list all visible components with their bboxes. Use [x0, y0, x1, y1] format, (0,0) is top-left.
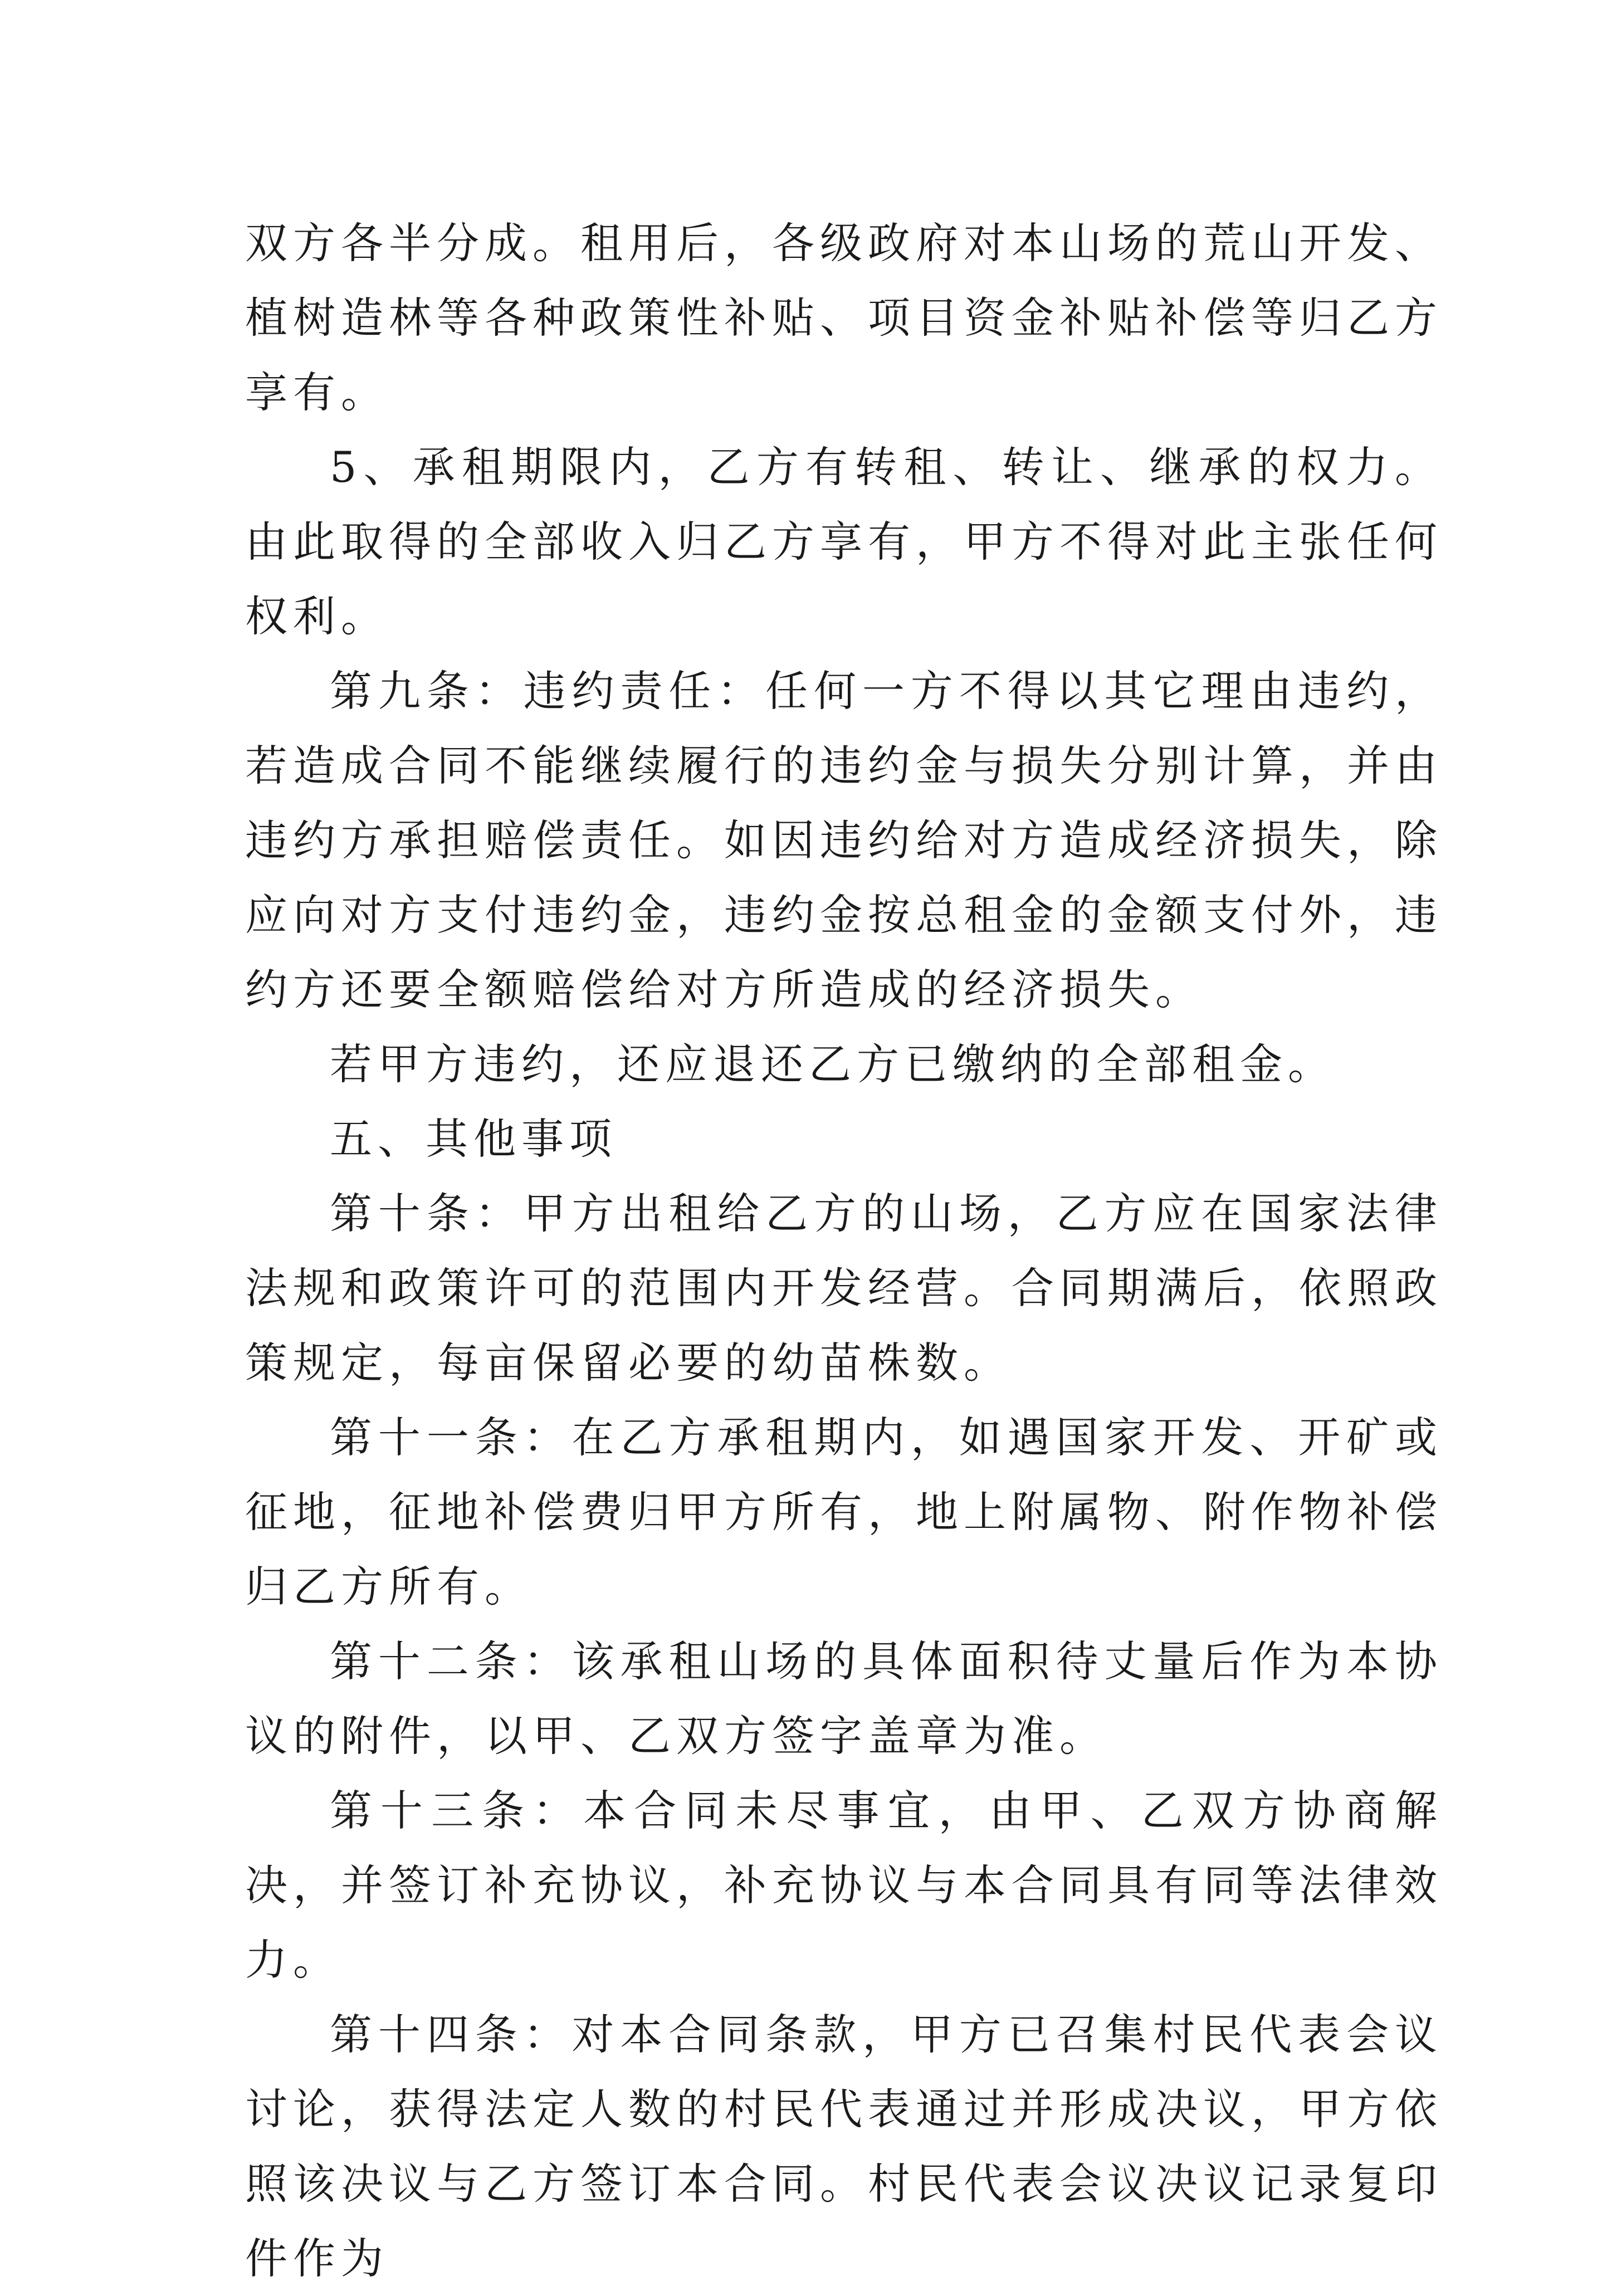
paragraph-1: 双方各半分成。租用后，各级政府对本山场的荒山开发、植树造林等各种政策性补贴、项目资金补贴补偿等归乙方享有。	[245, 218, 1443, 417]
paragraph-10: 第十四条：对本合同条款，甲方已召集村民代表会议讨论，获得法定人数的村民代表通过并形成决议，甲方依照该决议与乙方签订本合同。村民代表会议决议记录复印件作为	[245, 2010, 1443, 2283]
document-body	[245, 206, 1443, 2296]
paragraph-7: 第十一条：在乙方承租期内，如遇国家开发、开矿或征地，征地补偿费归甲方所有，地上附属物、附作物补偿归乙方所有。	[245, 1413, 1443, 1611]
paragraph-4: 若甲方违约，还应退还乙方已缴纳的全部租金。	[330, 1039, 1336, 1089]
paragraph-2: 5、承租期限内，乙方有转租、转让、继承的权力。由此取得的全部收入归乙方享有，甲方不得对此主张任何权利。	[245, 442, 1443, 641]
paragraph-8: 第十二条：该承租山场的具体面积待丈量后作为本协议的附件，以甲、乙双方签字盖章为准。	[245, 1636, 1443, 1761]
paragraph-9: 第十三条：本合同未尽事宜，由甲、乙双方协商解决，并签订补充协议，补充协议与本合同具有同等法律效力。	[245, 1786, 1443, 1985]
paragraph-6: 第十条：甲方出租给乙方的山场，乙方应在国家法律法规和政策许可的范围内开发经营。合同期满后，依照政策规定，每亩保留必要的幼苗株数。	[245, 1189, 1443, 1388]
paragraph-3: 第九条：违约责任：任何一方不得以其它理由违约，若造成合同不能继续履行的违约金与损失分别计算，并由违约方承担赔偿责任。如因违约给对方造成经济损失，除应向对方支付违约金，违约金按总租金的金额支付外，违约方还要全额赔偿给对方所造成的经济损失。	[245, 666, 1443, 1014]
section-heading: 五、其他事项	[330, 1114, 617, 1164]
